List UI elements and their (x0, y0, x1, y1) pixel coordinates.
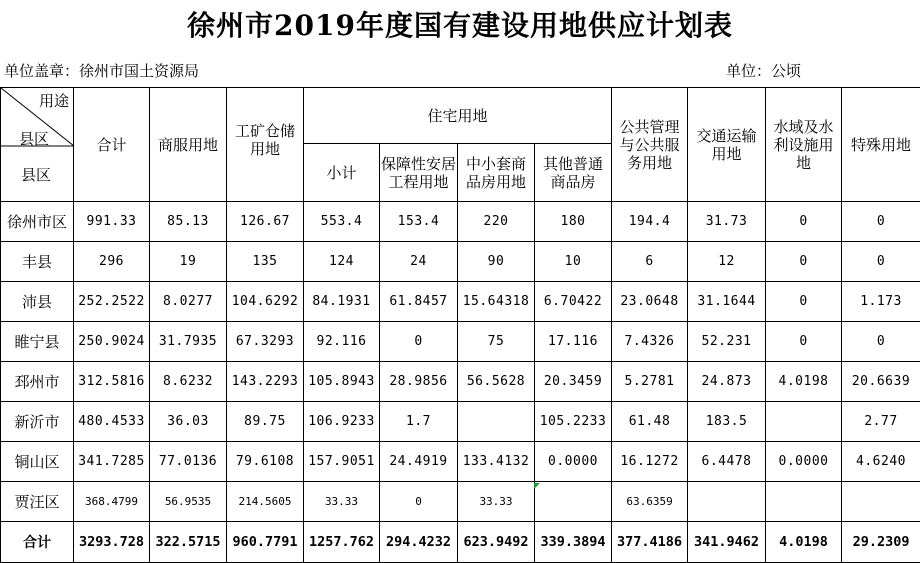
header-small-medium: 中小套商品房用地 (458, 144, 535, 202)
cell: 183.5 (688, 402, 766, 442)
cell (458, 402, 535, 442)
cell: 52.231 (688, 322, 766, 362)
total-cell: 339.3894 (535, 522, 612, 563)
total-row (1, 522, 920, 563)
row-name: 贾汪区 (1, 482, 74, 522)
unit-organization: 单位盖章：徐州市国土资源局 (4, 62, 200, 80)
table-row (1, 322, 920, 362)
table-row (1, 202, 920, 242)
cell: 31.1644 (688, 282, 766, 322)
cell: 6.4478 (688, 442, 766, 482)
cell: 10 (535, 242, 612, 282)
cell: 1.7 (380, 402, 458, 442)
header-total: 合计 (74, 88, 150, 202)
cell: 105.8943 (304, 362, 380, 402)
cell: 194.4 (612, 202, 688, 242)
row-name: 新沂市 (1, 402, 74, 442)
header-subtotal: 小计 (304, 144, 380, 202)
cell: 0 (842, 202, 920, 242)
header-public: 公共管理与公共服务用地 (612, 88, 688, 202)
row-name: 睢宁县 (1, 322, 74, 362)
cell: 480.4533 (74, 402, 150, 442)
cell: 312.5816 (74, 362, 150, 402)
cell (535, 482, 612, 522)
cell: 0 (766, 282, 842, 322)
cell: 153.4 (380, 202, 458, 242)
cell: 4.6240 (842, 442, 920, 482)
cell: 28.9856 (380, 362, 458, 402)
header-industrial: 工矿仓储用地 (227, 88, 304, 202)
cell: 24.4919 (380, 442, 458, 482)
cell: 106.9233 (304, 402, 380, 442)
cell: 0.0000 (766, 442, 842, 482)
cell: 135 (227, 242, 304, 282)
total-cell: 322.5715 (150, 522, 227, 563)
page-title: 徐州市2019年度国有建设用地供应计划表 (187, 9, 733, 42)
cell: 1.173 (842, 282, 920, 322)
cell: 63.6359 (612, 482, 688, 522)
diag-label-usage: 用途 (38, 92, 69, 110)
diag-label-county: 县区 (21, 166, 52, 184)
row-name: 徐州市区 (1, 202, 74, 242)
cell: 23.0648 (612, 282, 688, 322)
cell: 220 (458, 202, 535, 242)
total-cell: 960.7791 (227, 522, 304, 563)
cell: 2.77 (842, 402, 920, 442)
cell: 16.1272 (612, 442, 688, 482)
total-cell: 3293.728 (74, 522, 150, 563)
row-name: 沛县 (1, 282, 74, 322)
cell: 33.33 (304, 482, 380, 522)
header-water: 水域及水利设施用地 (766, 88, 842, 202)
cell: 143.2293 (227, 362, 304, 402)
cell: 0 (766, 202, 842, 242)
row-name: 邳州市 (1, 362, 74, 402)
header-transport: 交通运输用地 (688, 88, 766, 202)
cell: 7.4326 (612, 322, 688, 362)
land-supply-table (0, 87, 920, 563)
cell: 20.3459 (535, 362, 612, 402)
cell: 250.9024 (74, 322, 150, 362)
total-cell: 623.9492 (458, 522, 535, 563)
total-cell: 1257.762 (304, 522, 380, 563)
cell (766, 482, 842, 522)
row-name: 铜山区 (1, 442, 74, 482)
cell: 12 (688, 242, 766, 282)
cell: 77.0136 (150, 442, 227, 482)
cell: 180 (535, 202, 612, 242)
cell: 56.5628 (458, 362, 535, 402)
cell: 296 (74, 242, 150, 282)
cell (766, 402, 842, 442)
cell: 104.6292 (227, 282, 304, 322)
header-special: 特殊用地 (842, 88, 920, 202)
cell: 0 (842, 242, 920, 282)
header-commercial: 商服用地 (150, 88, 227, 202)
total-cell: 341.9462 (688, 522, 766, 563)
total-cell: 29.2309 (842, 522, 920, 563)
cell: 84.1931 (304, 282, 380, 322)
cell: 15.64318 (458, 282, 535, 322)
cell: 0 (380, 482, 458, 522)
table-row (1, 282, 920, 322)
cell: 19 (150, 242, 227, 282)
cell: 252.2522 (74, 282, 150, 322)
cell: 0 (380, 322, 458, 362)
cell: 90 (458, 242, 535, 282)
cell: 85.13 (150, 202, 227, 242)
unit-label: 单位：公顷 (726, 62, 802, 80)
cell: 20.6639 (842, 362, 920, 402)
diag-label-county-upper: 县区 (19, 130, 50, 148)
cell: 133.4132 (458, 442, 535, 482)
table-row (1, 242, 920, 282)
cell (842, 482, 920, 522)
total-cell: 294.4232 (380, 522, 458, 563)
cell: 79.6108 (227, 442, 304, 482)
header-other-housing: 其他普通商品房 (535, 144, 612, 202)
total-cell: 4.0198 (766, 522, 842, 563)
total-row-name: 合计 (1, 522, 74, 563)
cell: 341.7285 (74, 442, 150, 482)
cell: 553.4 (304, 202, 380, 242)
cell: 157.9051 (304, 442, 380, 482)
cell: 368.4799 (74, 482, 150, 522)
cell: 0 (766, 322, 842, 362)
cell: 56.9535 (150, 482, 227, 522)
cell: 214.5605 (227, 482, 304, 522)
header-row-1 (1, 88, 920, 144)
cell: 6.70422 (535, 282, 612, 322)
cell: 75 (458, 322, 535, 362)
header-residential: 住宅用地 (304, 88, 612, 144)
cell: 67.3293 (227, 322, 304, 362)
header-affordable: 保障性安居工程用地 (380, 144, 458, 202)
cell: 5.2781 (612, 362, 688, 402)
table-row (1, 402, 920, 442)
cell: 89.75 (227, 402, 304, 442)
cell: 61.8457 (380, 282, 458, 322)
table-row (1, 482, 920, 522)
table-row (1, 442, 920, 482)
cell: 33.33 (458, 482, 535, 522)
cell (688, 482, 766, 522)
cell: 0 (842, 322, 920, 362)
cell: 17.116 (535, 322, 612, 362)
cell: 4.0198 (766, 362, 842, 402)
cell: 6 (612, 242, 688, 282)
cell: 124 (304, 242, 380, 282)
cell: 31.73 (688, 202, 766, 242)
cell: 36.03 (150, 402, 227, 442)
cell: 24.873 (688, 362, 766, 402)
cell: 31.7935 (150, 322, 227, 362)
cell: 92.116 (304, 322, 380, 362)
cell-comment-marker (534, 483, 540, 489)
cell: 0.0000 (535, 442, 612, 482)
cell: 24 (380, 242, 458, 282)
cell: 0 (766, 242, 842, 282)
total-cell: 377.4186 (612, 522, 688, 563)
cell: 105.2233 (535, 402, 612, 442)
cell: 8.6232 (150, 362, 227, 402)
cell: 8.0277 (150, 282, 227, 322)
table-row (1, 362, 920, 402)
cell: 126.67 (227, 202, 304, 242)
cell: 991.33 (74, 202, 150, 242)
cell: 61.48 (612, 402, 688, 442)
diagonal-header-cell (1, 88, 74, 202)
row-name: 丰县 (1, 242, 74, 282)
